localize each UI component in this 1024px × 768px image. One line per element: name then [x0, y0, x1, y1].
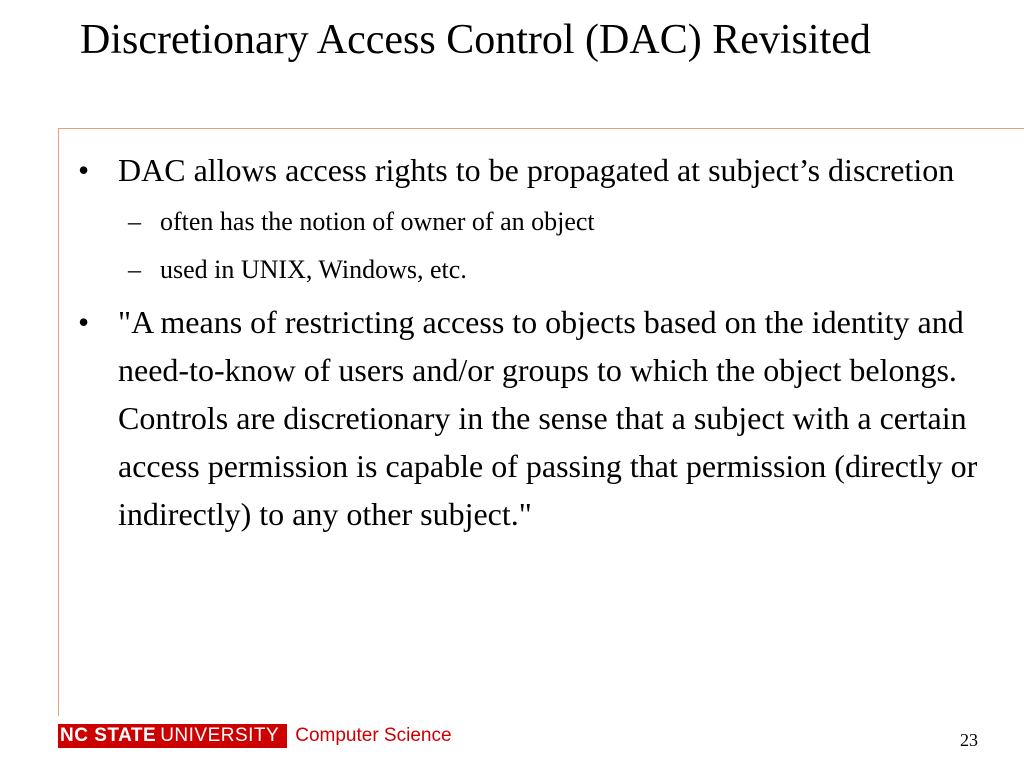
bullet-marker: • [78, 304, 90, 340]
subbullet-marker: – [128, 255, 141, 284]
slide-footer [58, 724, 452, 748]
page-number: 23 [960, 730, 978, 750]
logo-text-university: UNIVERSITY [160, 725, 280, 746]
bullet-list [78, 146, 998, 538]
header-divider [58, 128, 1024, 129]
department-name: Computer Science [295, 725, 452, 746]
subbullet-list [128, 198, 998, 294]
slide-body [78, 146, 998, 538]
logo-text-ncstate: NC STATE [60, 725, 157, 746]
bullet-marker: • [78, 152, 90, 188]
slide-title: Discretionary Access Control (DAC) Revisited [80, 17, 871, 63]
subbullet-text: used in UNIX, Windows, etc. [160, 255, 467, 284]
subbullet-text: often has the notion of owner of an object [160, 207, 595, 236]
bullet-item-2 [78, 298, 998, 538]
bullet-item-1 [78, 146, 998, 294]
left-margin-rule [58, 128, 59, 716]
subbullet-item-2 [128, 246, 998, 294]
ncsu-logo [58, 724, 287, 748]
subbullet-marker: – [128, 207, 141, 236]
bullet-text: "A means of restricting access to objects based on the identity and need-to-know of users and/or groups to which the object belongs. Controls are discretionary in the sense that a subject with a certain access permission is capable of passing that permission (directly or indirectly) to any other subject." [118, 304, 978, 532]
bullet-text: DAC allows access rights to be propagated at subject’s discretion [118, 152, 955, 188]
subbullet-item-1 [128, 198, 998, 246]
